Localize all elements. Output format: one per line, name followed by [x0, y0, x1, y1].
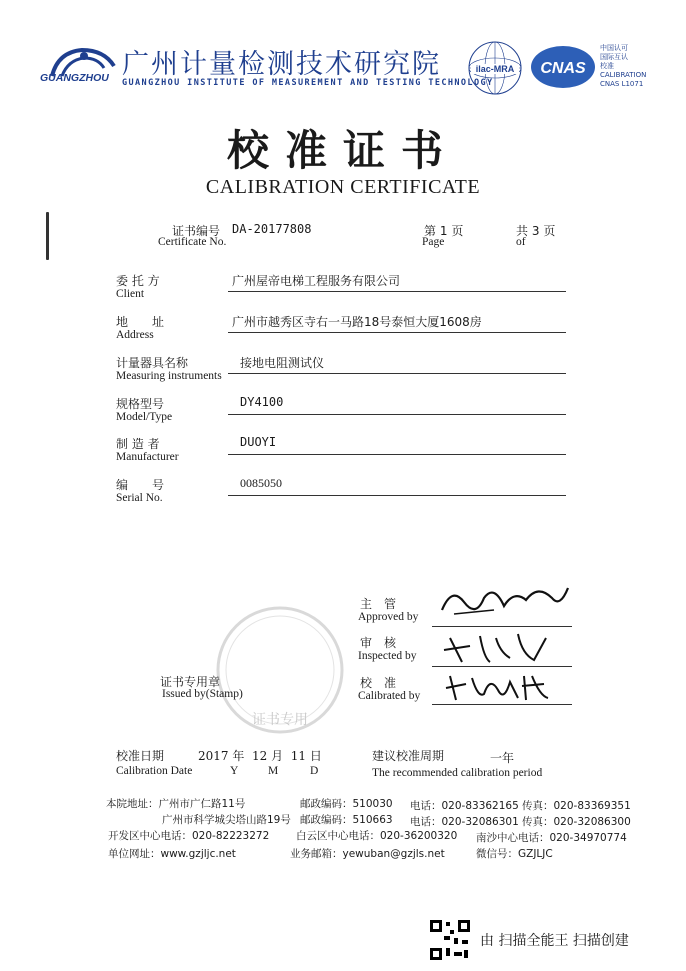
binding-mark — [46, 212, 49, 260]
title-en: CALIBRATION CERTIFICATE — [205, 176, 481, 198]
instrument-underline — [228, 373, 566, 374]
instrument-value: 接地电阻测试仪 — [240, 356, 325, 370]
manufacturer-label-cn: 制 造 者 — [116, 437, 160, 451]
cal-day: 11 — [290, 749, 307, 763]
cert-no-label-cn: 证书编号 — [172, 224, 221, 238]
model-label-cn: 规格型号 — [116, 397, 165, 411]
calibrated-label-cn: 校 准 — [360, 676, 397, 690]
cal-date-label-cn: 校准日期 — [116, 749, 165, 763]
address-value: 广州市越秀区寺右一马路18号泰恒大厦1608房 — [232, 315, 482, 329]
logo-text: GUANGZHOU — [40, 72, 109, 84]
stamp-seal — [210, 600, 350, 740]
instrument-label-en: Measuring instruments — [116, 370, 222, 382]
cal-y: Y — [230, 765, 239, 777]
cert-no-label-en: Certificate No. — [158, 236, 227, 248]
cal-date-label-en: Calibration Date — [116, 765, 193, 777]
inspected-label-cn: 审 核 — [360, 636, 397, 650]
footer-website[interactable]: 单位网址：www.gzjljc.net — [108, 848, 236, 860]
footer-phone-2: 电话：020-32086301 — [410, 816, 519, 828]
manufacturer-label-en: Manufacturer — [116, 451, 179, 463]
footer-fax-1: 传真：020-83369351 — [522, 800, 631, 812]
cnas-logo-icon — [530, 44, 596, 90]
footer-dev-phone: 开发区中心电话：020-82223272 — [108, 830, 270, 842]
footer-address-1: 本院地址：广州市广仁路11号 — [106, 798, 246, 810]
recal-label-en: The recommended calibration period — [372, 767, 543, 779]
footer-fax-2: 传真：020-32086300 — [522, 816, 631, 828]
calibrated-label-en: Calibrated by — [358, 690, 421, 702]
footer-address-2: 广州市科学城尖塔山路19号 — [162, 814, 291, 826]
serial-label-cn: 编 号 — [116, 478, 165, 492]
approved-label-en: Approved by — [358, 611, 419, 623]
model-underline — [228, 414, 566, 415]
guangzhou-logo-icon — [44, 42, 120, 94]
page-of-en: of — [516, 236, 526, 248]
cnas-side-text: 中国认可 国际互认 校准 CALIBRATION CNAS L1071 — [600, 44, 647, 88]
page-label-en: Page — [422, 236, 445, 248]
page-label-cn: 第 1 页 — [424, 224, 464, 238]
cert-no-value: DA-20177808 — [232, 222, 312, 236]
address-underline — [228, 332, 566, 333]
inspected-label-en: Inspected by — [358, 650, 417, 662]
address-label-cn: 地 址 — [116, 315, 165, 329]
approved-signature — [434, 580, 574, 626]
calibrated-signature — [444, 668, 554, 706]
footer-wechat: 微信号：GZJLJC — [476, 848, 553, 860]
client-underline — [228, 291, 566, 292]
cal-year: 2017 — [198, 749, 229, 763]
qr-code-icon — [428, 918, 472, 962]
institute-name-cn: 广州计量检测技术研究院 — [122, 49, 441, 80]
scanner-watermark: 由 扫描全能王 扫描创建 — [480, 933, 629, 949]
cal-month: 12 — [252, 749, 268, 763]
model-value: DY4100 — [240, 395, 284, 409]
footer-phone-1: 电话：020-83362165 — [410, 800, 519, 812]
ilac-mra-logo-icon — [467, 40, 523, 98]
footer-postcode-2: 邮政编码：510663 — [300, 814, 393, 826]
inspected-line — [432, 666, 572, 667]
client-label-en: Client — [116, 288, 145, 300]
approved-label-cn: 主 管 — [360, 597, 397, 611]
stamp-text: 证书专用 — [252, 712, 308, 728]
recal-value: 一年 — [490, 751, 515, 765]
stamp-label-cn: 证书专用章 — [160, 675, 221, 689]
serial-label-en: Serial No. — [116, 492, 163, 504]
address-label-en: Address — [116, 329, 154, 341]
title-cn: 校准证书 — [226, 126, 459, 175]
cnas-text: CNAS — [540, 60, 586, 77]
footer-baiyun-phone: 白云区中心电话：020-36200320 — [296, 830, 458, 842]
footer-email[interactable]: 业务邮箱：yewuban@gzjls.net — [290, 848, 445, 860]
cal-date-value: 2017 年 12 月 11 日 — [198, 749, 322, 763]
model-label-en: Model/Type — [116, 411, 173, 423]
cal-m: M — [268, 765, 279, 777]
stamp-label-en: Issued by(Stamp) — [162, 688, 243, 700]
footer-nansha-phone: 南沙中心电话：020-34970774 — [476, 832, 627, 844]
page-of-cn: 共 3 页 — [516, 224, 556, 238]
institute-name-en: GUANGZHOU INSTITUTE OF MEASUREMENT AND TESTING TECHNOLOGY — [122, 78, 494, 88]
ilac-text: ilac-MRA — [475, 64, 515, 74]
serial-value: 0085050 — [240, 476, 282, 490]
manufacturer-underline — [228, 454, 566, 455]
recal-label-cn: 建议校准周期 — [372, 749, 445, 763]
inspected-signature — [440, 628, 560, 668]
approved-line — [432, 626, 572, 627]
cal-d: D — [310, 765, 319, 777]
manufacturer-value: DUOYI — [240, 435, 277, 449]
serial-underline — [228, 495, 566, 496]
instrument-label-cn: 计量器具名称 — [116, 356, 189, 370]
client-value: 广州屋帝电梯工程服务有限公司 — [232, 274, 401, 288]
client-label-cn: 委 托 方 — [116, 274, 160, 288]
calibrated-line — [432, 704, 572, 705]
footer-postcode-1: 邮政编码：510030 — [300, 798, 393, 810]
